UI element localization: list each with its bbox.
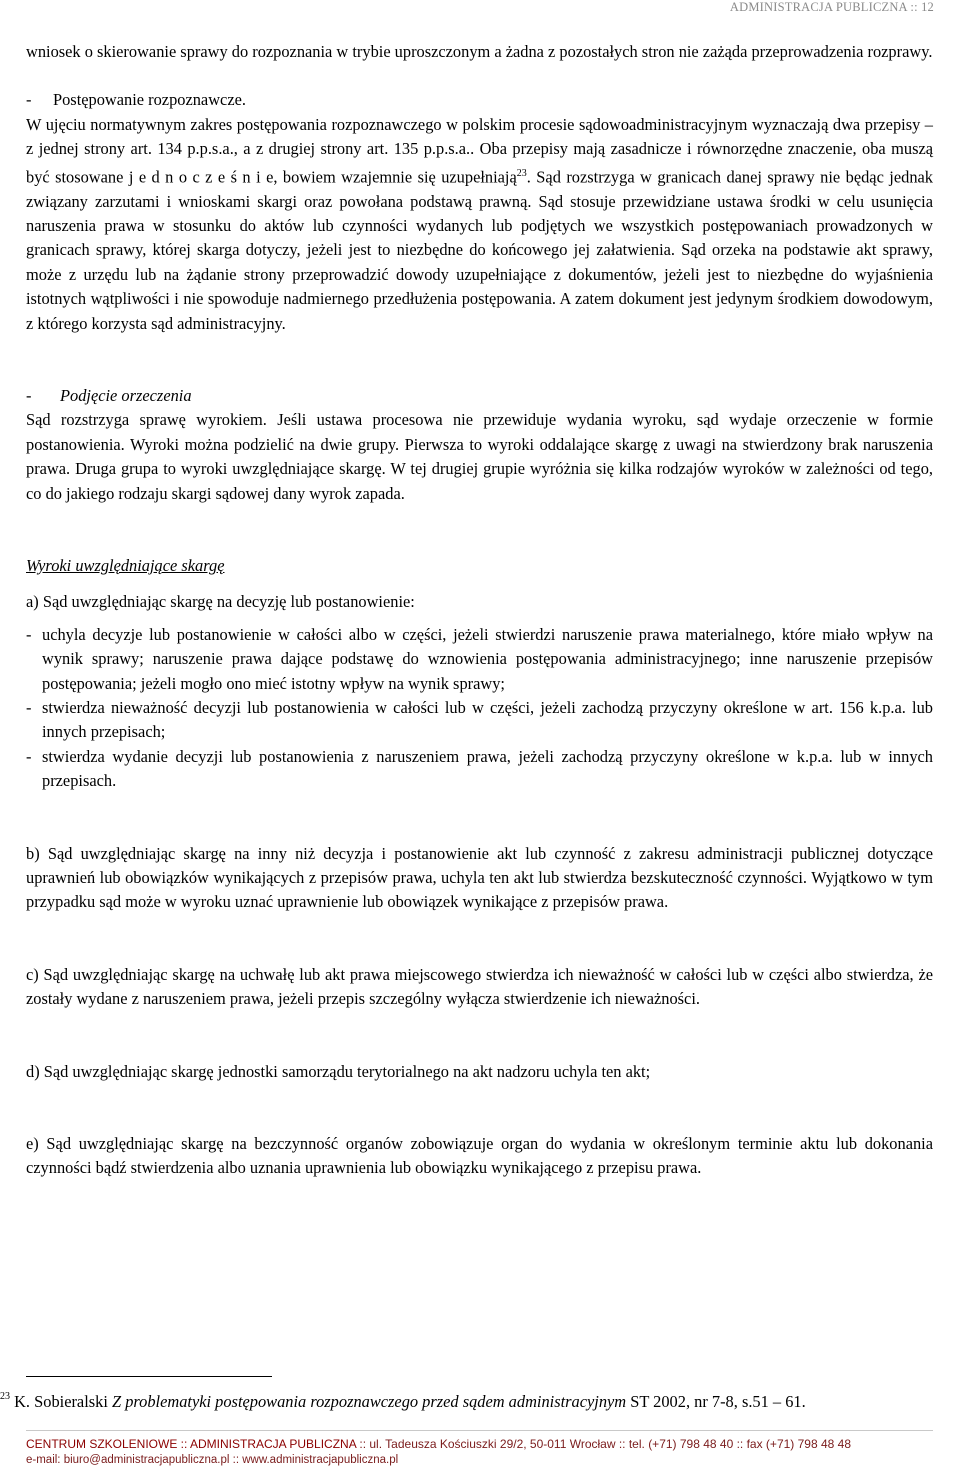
paragraph-c: c) Sąd uwzględniając skargę na uchwałę lub akt prawa miejscowego stwierdza ich nieważność w całości lub w części albo stwierdza, że zostały wydane z naruszeniem prawa, jeżeli przepis szczególny wyłącza stwierdzenie ich nieważności.: [26, 964, 933, 1009]
footnote-reference: 23: [516, 167, 527, 179]
paragraph-continuation: wniosek o skierowanie sprawy do rozpoznania w trybie uproszczonym a żadna z pozostałych stron nie zażąda przeprowadzenia rozprawy.: [26, 42, 933, 61]
list-item: [26, 623, 933, 696]
section-heading-postepowanie: [26, 88, 933, 112]
footnote-separator: [26, 1376, 272, 1377]
dash-marker: -: [26, 624, 32, 644]
footer-line-1: [26, 1436, 946, 1452]
footnote: [0, 1386, 940, 1413]
document-body: [26, 40, 933, 1181]
paragraph-postepowanie: [26, 113, 933, 336]
list-item-text: stwierdza nieważność decyzji lub postanowienia w całości lub w części, jeżeli zachodzą przyczyny określone w art. 156 k.p.a. lub innych przepisach;: [42, 698, 933, 742]
list-item-text: stwierdza wydanie decyzji lub postanowienia z naruszeniem prawa, jeżeli zachodzą przyczyny określone w k.p.a. lub w innych przepisach.: [42, 746, 933, 791]
list-item: [26, 696, 933, 745]
paragraph-text: . Sąd rozstrzyga w granicach danej sprawy nie będąc jednak związany zarzutami i wnioskami skargi oraz powołana podstawą prawną. Sąd stosuje przewidziane ustawa środki w celu usunięcia naruszenia prawa w stosunku do aktów lub czynności wydanych lub podjętych we wszystkich postępowaniach prowadzonych w granicach sprawy, której skarga dotyczy, jeżeli jest to niezbędne do końcowego jej załatwienia. Sąd orzeka na podstawie akt sprawy, może z urzędu lub na żądanie strony przeprowadzić dowody uzupełniające z dokumentów, jeżeli jest to niezbędne do wyjaśnienia istotnych wątpliwości i nie spowoduje nadmiernego przedłużenia postępowania. A zatem dokument jest jedynym środkiem dowodowym, z którego korzysta sąd administracyjny.: [26, 167, 933, 333]
page-header: ADMINISTRACJA PUBLICZNA :: 12: [729, 0, 934, 14]
dash-marker: -: [26, 385, 32, 405]
paragraph-podjecie: Sąd rozstrzyga sprawę wyrokiem. Jeśli ustawa procesowa nie przewiduje wydania wyroku, sąd wydaje orzeczenie w formie postanowienia. Wyroki można podzielić na dwie grupy. Pierwsza to wyroki oddalające skargę z uwagi na stwierdzony brak naruszenia prawa. Druga grupa to wyroki uwzględniające skargę. W tej drugiej grupie wyróżnia się kilka rodzajów wyroków w zależności od tego, co do jakiego rodzaju skargi sądowej dany wyrok zapada.: [26, 410, 933, 503]
footnote-title: Z problematyki postępowania rozpoznawczego przed sądem administracyjnym: [111, 1392, 627, 1411]
dash-marker: -: [26, 698, 32, 717]
dash-marker: -: [26, 90, 32, 110]
page-footer: [26, 1436, 946, 1468]
paragraph-text: W ujęciu normatywnym zakres postępowania rozpoznawczego w polskim procesie sądowoadministracyjnym wyznaczają dwa przepisy – z jednej strony art. 134 p.p.s.a., a z drugiej strony art. 135 p.p.s.a.. Oba przepisy mają zasadnicze i równorzędne znaczenie, oba muszą być stosowane j e d n o c z e ś n i e, bowiem wzajemnie się uzupełniają: [26, 114, 933, 187]
section-title: Postępowanie rozpoznawcze.: [53, 90, 246, 110]
list-item: [26, 745, 933, 794]
paragraph-b: b) Sąd uwzględniając skargę na inny niż decyzja i postanowienie akt lub czynność z zakresu administracji publicznej dotyczące uprawnień lub obowiązków wynikających z przepisów prawa, uchyla ten akt lub stwierdza bezskuteczność czynności. Wyjątkowo w tym przypadku sąd może w wyroku uznać uprawnienie lub obowiązek wynikające z przepisów prawa.: [26, 843, 933, 912]
section-title: Podjęcie orzeczenia: [60, 385, 192, 405]
footer-line-2: e-mail: biuro@administracjapubliczna.pl :: www.administracjapubliczna.pl: [26, 1454, 399, 1466]
footer-separator: [26, 1430, 933, 1431]
paragraph-e: e) Sąd uwzględniając skargę na bezczynność organów zobowiązuje organ do wydania w określonym terminie aktu lub dokonania czynności bądź stwierdzenia albo uznania uprawnienia lub obowiązku wynikającego z przepisu prawa.: [26, 1134, 933, 1178]
list-item-text: uchyla decyzje lub postanowienie w całości albo w części, jeżeli stwierdzi naruszenie prawa materialnego, które miało wpływ na wynik sprawy; naruszenie prawa dające podstawę do wznowienia postępowania administracyjnego; inne naruszenie przepisów postępowania; jeżeli mogło ono mieć istotny wpływ na wynik sprawy;: [42, 624, 933, 693]
footnote-source: ST 2002, nr 7-8, s.51 – 61.: [626, 1392, 806, 1411]
section-title-wyroki: Wyroki uwzględniające skargę: [26, 555, 225, 575]
footer-contact: :: ul. Tadeusza Kościuszki 29/2, 50-011 Wrocław :: tel. (+71) 798 48 40 :: fax (+71) 798 48 48: [356, 1437, 851, 1451]
paragraph-d: d) Sąd uwzględniając skargę jednostki samorządu terytorialnego na akt nadzoru uchyla ten akt;: [26, 1061, 651, 1081]
dash-marker: -: [26, 746, 32, 766]
section-heading-podjecie: [26, 384, 933, 408]
list-intro-a: a) Sąd uwzględniając skargę na decyzję lub postanowienie:: [26, 592, 415, 612]
footer-brand: CENTRUM SZKOLENIOWE :: ADMINISTRACJA PUBLICZNA: [26, 1437, 357, 1451]
footnote-author: K. Sobieralski: [10, 1392, 112, 1411]
footnote-number: 23: [0, 1391, 10, 1402]
